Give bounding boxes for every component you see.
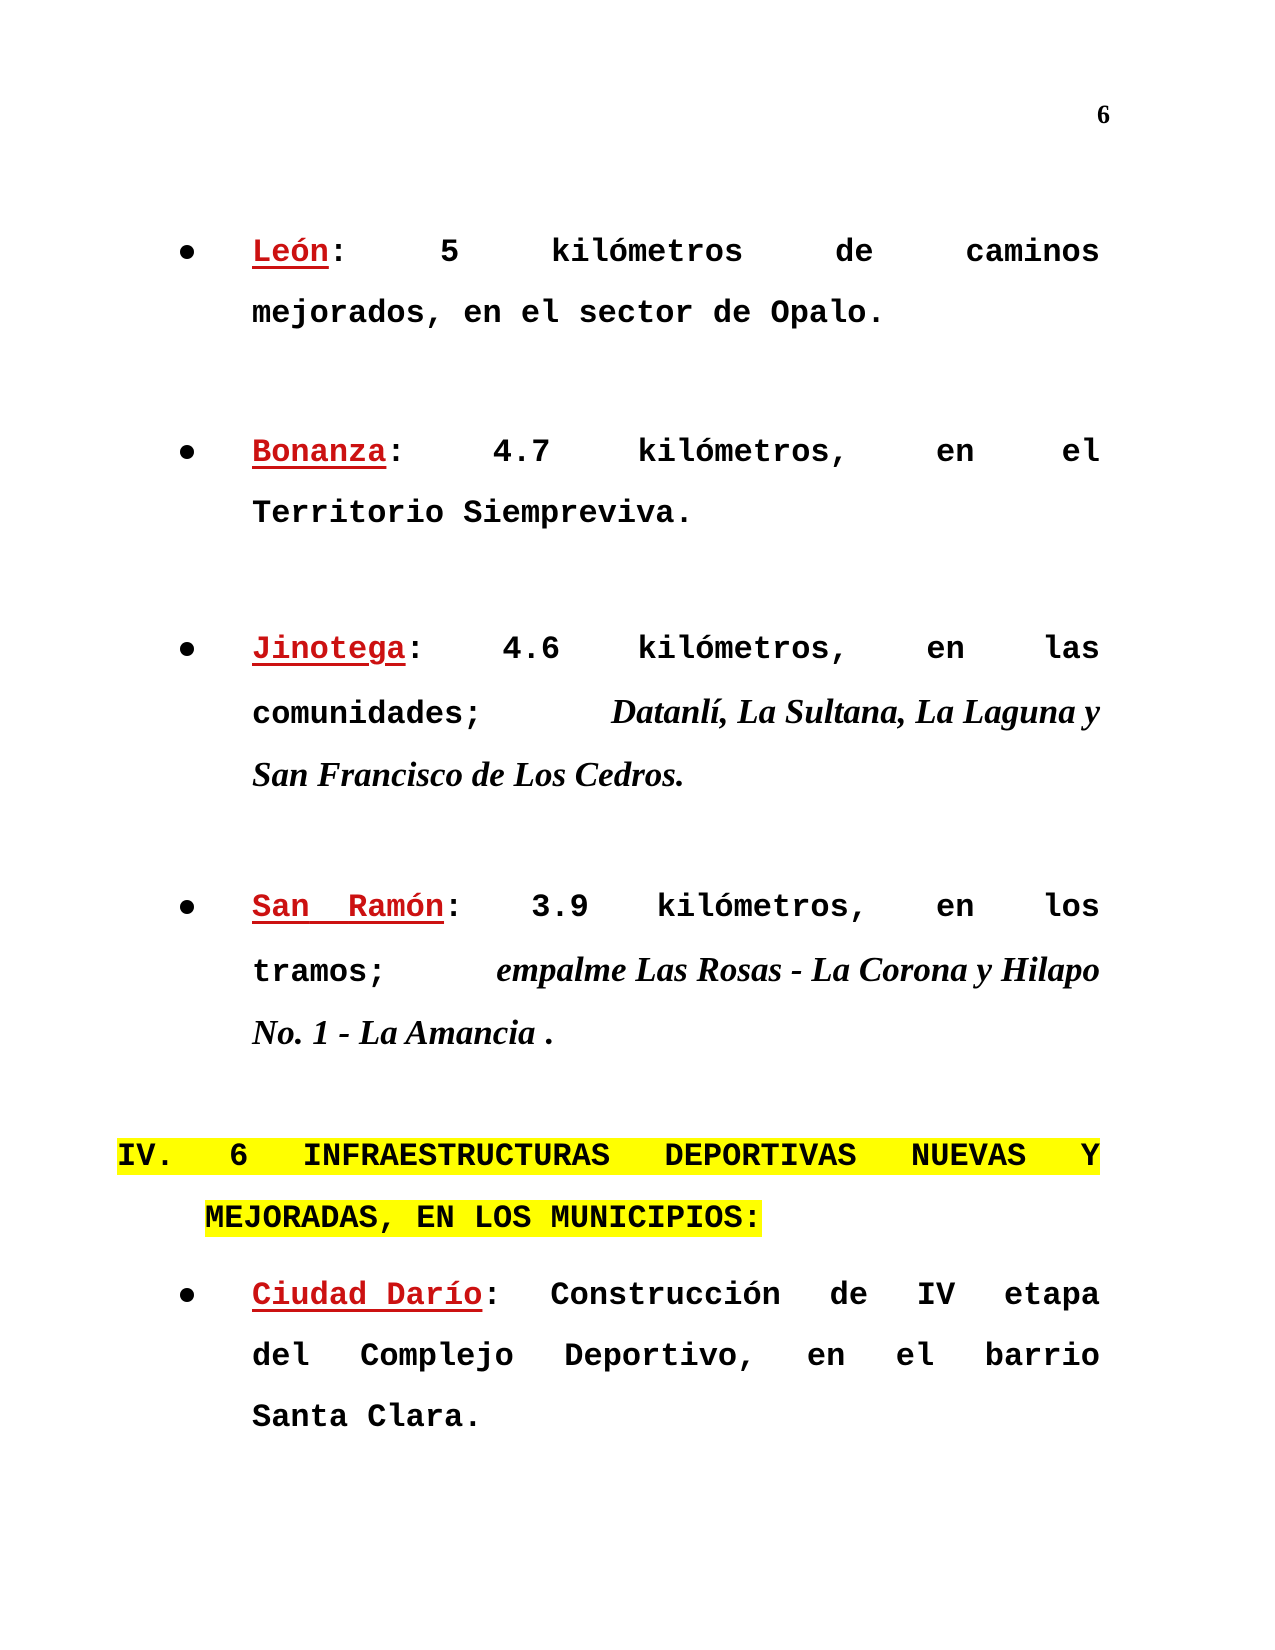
list-item-line: tramos; empalme Las Rosas - La Corona y Hilapo	[252, 950, 1100, 991]
place-name: Jinotega	[252, 631, 406, 668]
list-item-line: León: 5 kilómetros de caminos	[252, 234, 1100, 271]
list-item-line: Jinotega: 4.6 kilómetros, en las	[252, 631, 1100, 668]
bullet-icon	[175, 440, 199, 464]
place-name: San	[252, 889, 310, 926]
list-item-line: San Ramón: 3.9 kilómetros, en los	[252, 889, 1100, 926]
list-item-line: No. 1 - La Amancia .	[252, 1013, 554, 1052]
bullet-icon	[175, 240, 199, 264]
place-name: Ciudad Darío	[252, 1277, 483, 1314]
list-item-line: del Complejo Deportivo, en el barrio	[252, 1338, 1100, 1375]
section-heading: IV. 6 INFRAESTRUCTURAS DEPORTIVAS NUEVAS Y	[117, 1138, 1100, 1175]
list-item-line: San Francisco de Los Cedros.	[252, 755, 685, 794]
place-name: Bonanza	[252, 434, 387, 471]
page-number: 6	[1097, 100, 1110, 129]
section-heading-line2: MEJORADAS, EN LOS MUNICIPIOS:	[205, 1200, 762, 1237]
place-name: León	[252, 234, 329, 271]
list-item-line: Bonanza: 4.7 kilómetros, en el	[252, 434, 1100, 471]
list-item-line: mejorados, en el sector de Opalo.	[252, 295, 886, 332]
list-item-line: Territorio Siempreviva.	[252, 495, 694, 532]
place-name: Ramón	[348, 889, 445, 926]
list-item-line: Ciudad Darío: Construcción de IV etapa	[252, 1277, 1100, 1314]
bullet-icon	[175, 1283, 199, 1307]
bullet-icon	[175, 637, 199, 661]
bullet-icon	[175, 895, 199, 919]
list-item-line: Santa Clara.	[252, 1399, 483, 1436]
list-item-line: comunidades; Datanlí, La Sultana, La Laguna y	[252, 692, 1100, 733]
